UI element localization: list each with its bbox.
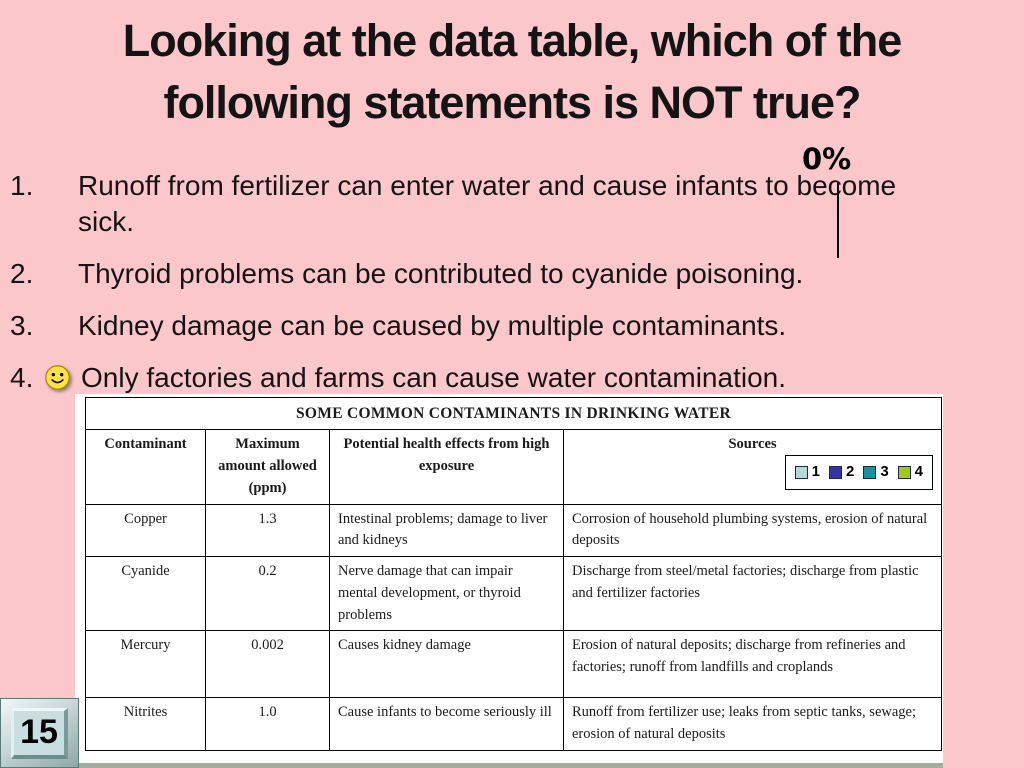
cell-health-effects: Intestinal problems; damage to liver and kidneys xyxy=(330,504,564,557)
table-header-row xyxy=(86,430,942,504)
legend-label-4: 4 xyxy=(914,463,923,481)
answer-options-list xyxy=(10,168,970,412)
answer-option-1 xyxy=(10,168,970,240)
cell-health-effects: Cause infants to become seriously ill xyxy=(330,698,564,751)
option-number: 4. xyxy=(10,362,34,393)
table-title-row xyxy=(86,398,942,430)
table-title: SOME COMMON CONTAMINANTS IN DRINKING WATER xyxy=(86,398,942,430)
legend-item-3 xyxy=(863,461,888,484)
question-title: Looking at the data table, which of the following statements is NOT true? xyxy=(122,15,902,128)
cell-max-ppm: 0.2 xyxy=(206,557,330,631)
option-text: Runoff from fertilizer can enter water and cause infants to become sick. xyxy=(78,170,897,237)
legend-item-2 xyxy=(829,461,854,484)
table-row-mercury xyxy=(86,631,942,698)
cell-max-ppm: 1.3 xyxy=(206,504,330,557)
column-header-contaminant: Contaminant xyxy=(86,430,206,504)
smiley-face-icon xyxy=(44,364,71,391)
cell-sources: Erosion of natural deposits; discharge from refineries and factories; runoff from landfills and croplands xyxy=(564,631,942,698)
option-text: Thyroid problems can be contributed to cyanide poisoning. xyxy=(78,258,804,289)
cell-max-ppm: 1.0 xyxy=(206,698,330,751)
legend-item-1 xyxy=(795,461,820,484)
legend-swatch-3 xyxy=(863,466,876,479)
cell-contaminant: Mercury xyxy=(86,631,206,698)
cell-contaminant: Nitrites xyxy=(86,698,206,751)
cell-health-effects: Nerve damage that can impair mental development, or thyroid problems xyxy=(330,557,564,631)
contaminants-table-image xyxy=(75,394,943,768)
column-header-health-effects: Potential health effects from high exposure xyxy=(330,430,564,504)
option-text: Only factories and farms can cause water contamination. xyxy=(81,362,787,393)
answer-option-2 xyxy=(10,256,970,292)
legend-swatch-2 xyxy=(829,466,842,479)
option-number: 3. xyxy=(10,310,34,341)
poll-percentage-label: 0% xyxy=(802,142,852,176)
cell-max-ppm: 0.002 xyxy=(206,631,330,698)
cell-sources: Corrosion of household plumbing systems, erosion of natural deposits xyxy=(564,504,942,557)
cell-contaminant: Cyanide xyxy=(86,557,206,631)
legend-swatch-4 xyxy=(898,466,911,479)
answer-option-3 xyxy=(10,308,970,344)
option-number: 2. xyxy=(10,258,34,289)
slide-number: 15 xyxy=(11,708,68,759)
cell-sources: Runoff from fertilizer use; leaks from septic tanks, sewage; erosion of natural deposits xyxy=(564,698,942,751)
answer-color-legend xyxy=(785,455,933,490)
legend-label-1: 1 xyxy=(811,463,820,481)
sources-header-label: Sources xyxy=(728,436,777,453)
cell-health-effects: Causes kidney damage xyxy=(330,631,564,698)
table-row-nitrites xyxy=(86,698,942,751)
slide-number-keycap xyxy=(0,698,79,768)
cell-sources: Discharge from steel/metal factories; discharge from plastic and fertilizer factories xyxy=(564,557,942,631)
column-header-sources xyxy=(564,430,942,504)
option-number: 1. xyxy=(10,170,34,201)
contaminants-table xyxy=(85,397,942,751)
legend-swatch-1 xyxy=(795,466,808,479)
cell-contaminant: Copper xyxy=(86,504,206,557)
answer-option-4 xyxy=(10,360,970,396)
column-header-max-allowed: Maximum amount allowed (ppm) xyxy=(206,430,330,504)
option-text: Kidney damage can be caused by multiple contaminants. xyxy=(78,310,787,341)
legend-item-4 xyxy=(898,461,923,484)
legend-label-3: 3 xyxy=(880,463,889,481)
table-row-cyanide xyxy=(86,557,942,631)
table-row-copper xyxy=(86,504,942,557)
legend-label-2: 2 xyxy=(845,463,855,481)
